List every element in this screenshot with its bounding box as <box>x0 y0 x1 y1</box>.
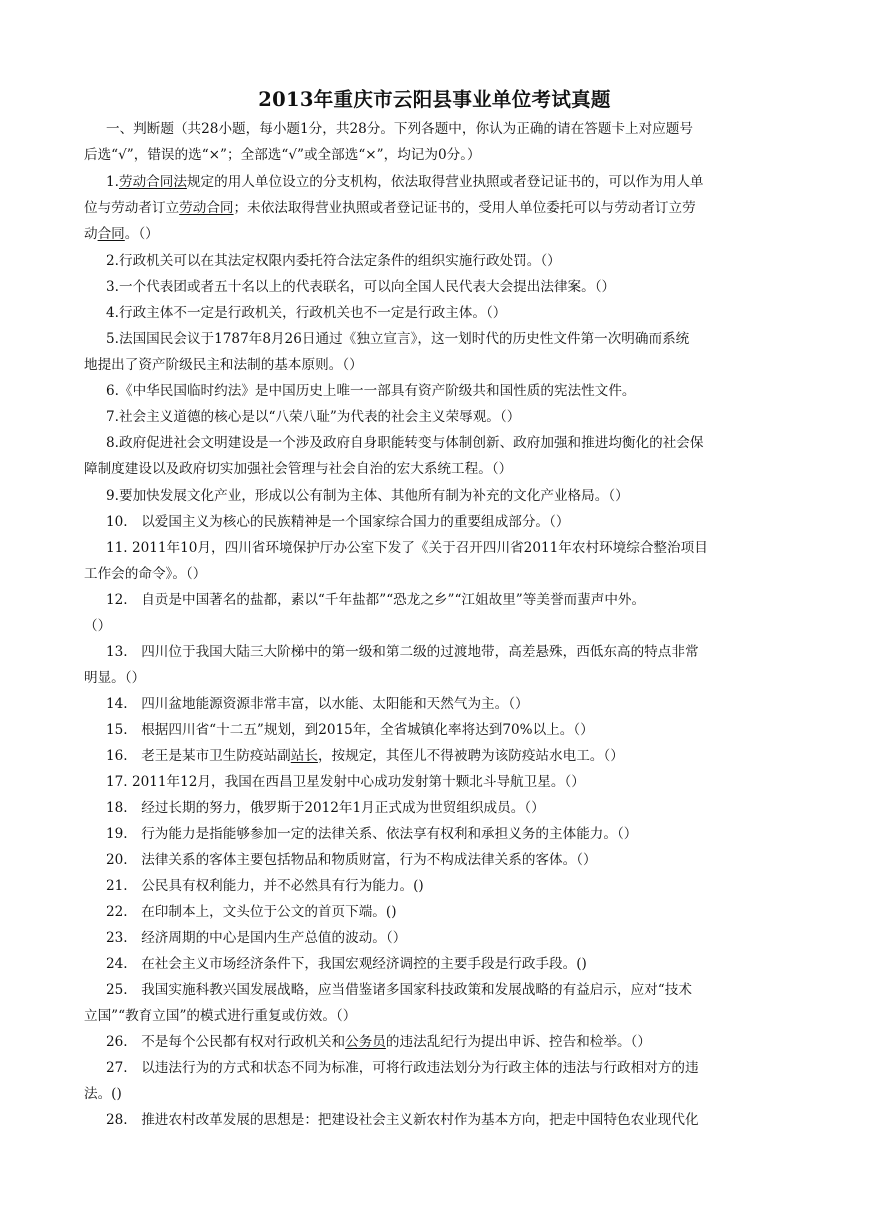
question-11-line-1: 11. 2011年10月，四川省环境保护厅办公室下发了《关于召开四川省2011年农村环境综合整治项目 <box>106 540 708 556</box>
question-5-line-1: 5.法国国民会议于1787年8月26日通过《独立宣言》，这一划时代的历史性文件第一次明确而系统 <box>106 331 690 347</box>
link-civil-servant[interactable]: 公务员 <box>345 1034 386 1050</box>
instructions-line-1: 一、判断题（共28小题，每小题1分，共28分。下列各题中，你认为正确的请在答题卡上对应题号 <box>106 121 693 137</box>
document-title: 2013年重庆市云阳县事业单位考试真题 <box>258 88 611 111</box>
question-27-line-2: 法。() <box>84 1086 122 1102</box>
link-station-chief[interactable]: 站长 <box>290 748 318 764</box>
question-text: 的违法乱纪行为提出申诉、控告和检举。（） <box>385 1034 651 1050</box>
question-5-line-2: 地提出了资产阶级民主和法制的基本原则。（） <box>84 357 363 373</box>
question-12-line-2: （） <box>84 618 112 634</box>
question-13-line-1: 13. 四川位于我国大陆三大阶梯中的第一级和第二级的过渡地带，高差悬殊，西低东高的特点非常 <box>106 644 699 660</box>
question-1-line-2 <box>84 199 696 217</box>
question-25-line-1: 25. 我国实施科教兴国发展战略，应当借鉴诸多国家科技政策和发展战略的有益启示，应对“技术 <box>106 982 692 998</box>
link-labor-contract-law[interactable]: 劳动合同法 <box>118 174 187 190</box>
question-text: 16. 老王是某市卫生防疫站副 <box>106 748 291 764</box>
question-8-line-1: 8.政府促进社会文明建设是一个涉及政府自身职能转变与体制创新、政府加强和推进均衡化的社会保 <box>106 435 704 451</box>
question-text: ，按规定，其侄儿不得被聘为该防疫站水电工。（） <box>317 748 624 764</box>
question-25-line-2: 立国”“教育立国”的模式进行重复或仿效。（） <box>84 1008 357 1024</box>
question-10: 10. 以爱国主义为核心的民族精神是一个国家综合国力的重要组成部分。（） <box>106 514 570 530</box>
question-13-line-2: 明显。（） <box>84 670 146 686</box>
question-2: 2.行政机关可以在其法定权限内委托符合法定条件的组织实施行政处罚。（） <box>106 253 561 269</box>
question-23: 23. 经济周期的中心是国内生产总值的波动。（） <box>106 930 407 946</box>
question-15: 15. 根据四川省“十二五”规划，到2015年，全省城镇化率将达到70%以上。（） <box>106 722 594 738</box>
question-28: 28. 推进农村改革发展的思想是：把建设社会主义新农村作为基本方向，把走中国特色农业现代化 <box>106 1112 699 1128</box>
instructions-line-2: 后选“√”，错误的选“×”；全部选“√”或全部选“×”，均记为0分。） <box>84 147 481 163</box>
question-text: 规定的用人单位设立的分支机构，依法取得营业执照或者登记证书的，可以作为用人单 <box>186 174 704 190</box>
question-text: 26. 不是每个公民都有权对行政机关和 <box>106 1034 346 1050</box>
question-24: 24. 在社会主义市场经济条件下，我国宏观经济调控的主要手段是行政手段。() <box>106 956 587 972</box>
link-labor-contract[interactable]: 劳动合同 <box>179 200 234 216</box>
question-text: 位与劳动者订立 <box>84 200 180 216</box>
link-contract[interactable]: 合同 <box>97 226 125 242</box>
question-9: 9.要加快发展文化产业，形成以公有制为主体、其他所有制为补充的文化产业格局。（） <box>106 488 629 504</box>
question-1-line-3 <box>84 225 159 243</box>
question-3: 3.一个代表团或者五十名以上的代表联名，可以向全国人民代表大会提出法律案。（） <box>106 279 616 295</box>
question-11-line-2: 工作会的命令》。（） <box>84 566 207 582</box>
question-17: 17. 2011年12月，我国在西昌卫星发射中心成功发射第十颗北斗导航卫星。（） <box>106 774 585 790</box>
question-7: 7.社会主义道德的核心是以“八荣八耻”为代表的社会主义荣辱观。（） <box>106 409 521 425</box>
question-26 <box>106 1033 651 1051</box>
question-14: 14. 四川盆地能源资源非常丰富，以水能、太阳能和天然气为主。（） <box>106 696 529 712</box>
question-16 <box>106 747 624 765</box>
question-8-line-2: 障制度建设以及政府切实加强社会管理与社会自治的宏大系统工程。（） <box>84 461 513 477</box>
question-text: ；未依法取得营业执照或者登记证书的，受用人单位委托可以与劳动者订立劳 <box>233 200 696 216</box>
question-19: 19. 行为能力是指能够参加一定的法律关系、依法享有权利和承担义务的主体能力。（） <box>106 826 638 842</box>
question-12-line-1: 12. 自贡是中国著名的盐都，素以“千年盐都”“恐龙之乡”“江姐故里”等美誉而蜚声中外。 <box>106 592 646 608</box>
question-22: 22. 在印制本上，文头位于公文的首页下端。() <box>106 904 397 920</box>
question-1-line-1 <box>106 173 704 191</box>
question-4: 4.行政主体不一定是行政机关，行政机关也不一定是行政主体。（） <box>106 305 507 321</box>
question-21: 21. 公民具有权利能力，并不必然具有行为能力。() <box>106 878 424 894</box>
question-text: 。（） <box>124 226 159 242</box>
question-27-line-1: 27. 以违法行为的方式和状态不同为标准，可将行政违法划分为行政主体的违法与行政相对方的违 <box>106 1060 699 1076</box>
question-6: 6.《中华民国临时约法》是中国历史上唯一一部具有资产阶级共和国性质的宪法性文件。 <box>106 383 636 399</box>
question-number: 1. <box>106 174 119 190</box>
question-text: 动 <box>84 226 98 242</box>
question-18: 18. 经过长期的努力，俄罗斯于2012年1月正式成为世贸组织成员。（） <box>106 800 545 816</box>
question-20: 20. 法律关系的客体主要包括物品和物质财富，行为不构成法律关系的客体。（） <box>106 852 597 868</box>
